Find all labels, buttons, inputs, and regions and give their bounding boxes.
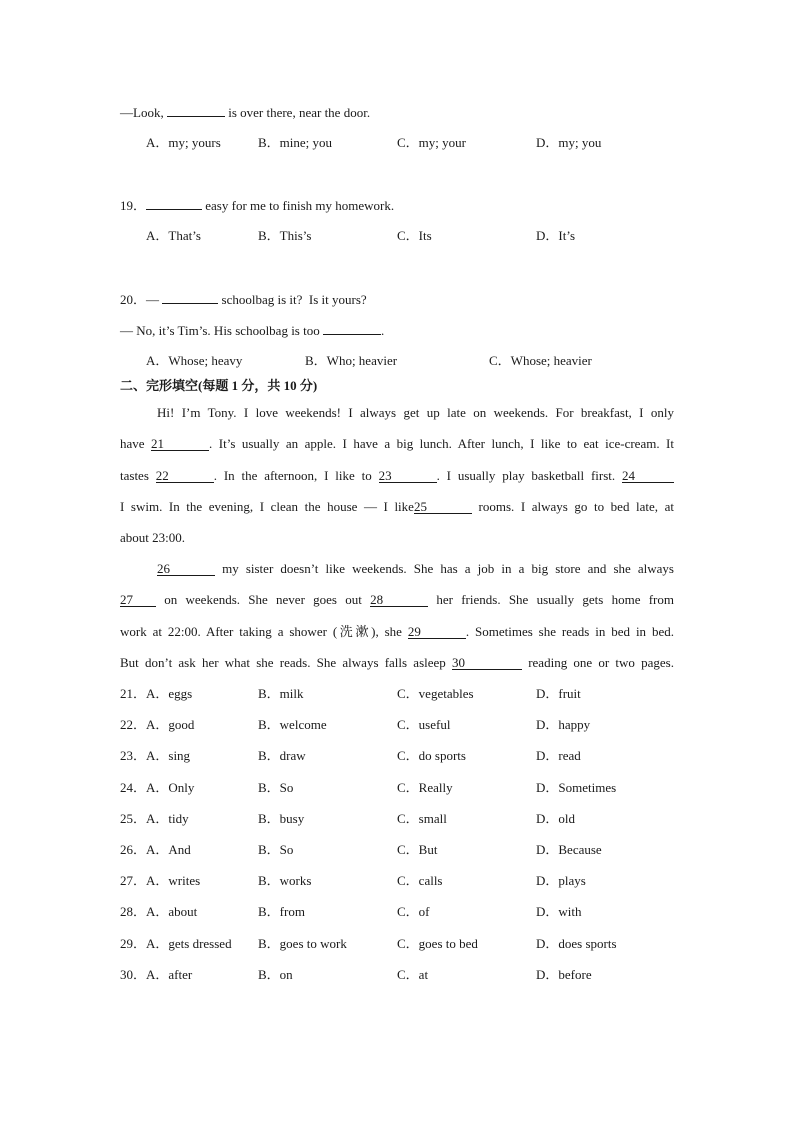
choice-option-c: C．of (397, 904, 430, 919)
choice-option-c: C．useful (397, 717, 451, 732)
passage-p2-line1: 26 my sister doesn’t like weekends. She has a job in a big store and she always (157, 561, 674, 576)
choice-option-b: B．busy (258, 811, 305, 826)
q18-option-a: A．my; yours (146, 135, 221, 150)
choice-option-c: C．goes to bed (397, 936, 478, 951)
choice-option-a: A．And (146, 842, 191, 857)
choice-option-b: B．milk (258, 686, 304, 701)
choice-option-d: D．plays (536, 873, 586, 888)
blank-27: 27 (120, 593, 156, 607)
choice-option-a: A．after (146, 967, 193, 982)
passage-p2-line2: 27 on weekends. She never goes out 28 her friends. She usually gets home from (120, 592, 674, 607)
choice-number: 24． (120, 780, 147, 795)
choice-option-d: D．with (536, 904, 582, 919)
blank-21: 21 (151, 437, 209, 451)
choice-option-d: D．fruit (536, 686, 581, 701)
choice-number: 27． (120, 873, 147, 888)
passage-p1-line5: about 23:00. (120, 530, 185, 545)
blank-25: 25 (414, 500, 472, 514)
passage-p2-line3: work at 22:00. After taking a shower (洗漱), she 29 . Sometimes she reads in bed in bed. (120, 624, 674, 639)
blank-30: 30 (452, 656, 522, 670)
choice-number: 26． (120, 842, 147, 857)
q18-option-b: B．mine; you (258, 135, 333, 150)
q20-stem-line1: 20．— schoolbag is it? Is it yours? (120, 292, 367, 307)
choice-option-b: B．welcome (258, 717, 327, 732)
choice-number: 30． (120, 967, 147, 982)
choice-option-d: D．read (536, 748, 581, 763)
choice-option-b: B．So (258, 842, 294, 857)
section-heading: 二、完形填空(每题 1 分，共 10 分) (120, 378, 318, 393)
choice-option-a: A．Only (146, 780, 195, 795)
choice-option-b: B．draw (258, 748, 306, 763)
q18-stem: —Look, is over there, near the door. (120, 105, 371, 120)
choice-option-c: C．Really (397, 780, 453, 795)
q19-option-b: B．This’s (258, 228, 312, 243)
choice-option-c: C．But (397, 842, 438, 857)
passage-p1-line4: I swim. In the evening, I clean the house — I like25 rooms. I always go to bed late, at (120, 499, 674, 514)
choice-option-d: D．does sports (536, 936, 617, 951)
q19-stem: 19． easy for me to finish my homework. (120, 198, 395, 213)
choice-option-d: D．old (536, 811, 576, 826)
choice-number: 28． (120, 904, 147, 919)
blank-24: 24 (622, 469, 674, 483)
q20-option-c: C．Whose; heavier (489, 353, 592, 368)
choice-option-b: B．goes to work (258, 936, 347, 951)
choice-option-b: B．on (258, 967, 293, 982)
choice-option-a: A．sing (146, 748, 191, 763)
q18-blank (167, 104, 225, 117)
blank-23: 23 (379, 469, 437, 483)
passage-p1-line3: tastes 22 . In the afternoon, I like to 23 . I usually play basketball first. 24 (120, 468, 674, 484)
passage-p1-line2: have 21 . It’s usually an apple. I have a big lunch. After lunch, I like to eat ice-cream. It (120, 436, 674, 451)
choice-number: 23． (120, 748, 147, 763)
choice-option-c: C．small (397, 811, 447, 826)
q19-blank (146, 197, 202, 210)
passage-p2-line4: But don’t ask her what she reads. She always falls asleep 30 reading one or two pages. (120, 655, 674, 670)
choice-number: 21． (120, 686, 147, 701)
choice-number: 22． (120, 717, 147, 732)
choice-option-d: D．Because (536, 842, 602, 857)
q20-option-a: A．Whose; heavy (146, 353, 243, 368)
q18-option-d: D．my; you (536, 135, 602, 150)
choice-option-b: B．works (258, 873, 312, 888)
choice-option-a: A．gets dressed (146, 936, 232, 951)
choice-option-c: C．do sports (397, 748, 466, 763)
blank-26: 26 (157, 562, 215, 576)
choice-number: 25． (120, 811, 147, 826)
blank-29: 29 (408, 625, 466, 639)
blank-22: 22 (156, 469, 214, 483)
q20-blank-2 (323, 322, 381, 335)
choice-option-c: C．vegetables (397, 686, 474, 701)
choice-option-d: D．Sometimes (536, 780, 617, 795)
q20-stem-line2: — No, it’s Tim’s. His schoolbag is too . (120, 323, 385, 338)
q19-option-a: A．That’s (146, 228, 201, 243)
choice-option-a: A．about (146, 904, 198, 919)
q19-option-c: C．Its (397, 228, 432, 243)
choice-option-a: A．eggs (146, 686, 193, 701)
choice-option-b: B．from (258, 904, 305, 919)
choice-option-c: C．at (397, 967, 429, 982)
q19-option-d: D．It’s (536, 228, 576, 243)
choice-option-d: D．before (536, 967, 592, 982)
choice-option-a: A．good (146, 717, 195, 732)
choice-option-a: A．writes (146, 873, 201, 888)
q20-blank-1 (162, 291, 218, 304)
choice-option-c: C．calls (397, 873, 443, 888)
q18-option-c: C．my; your (397, 135, 466, 150)
choice-option-b: B．So (258, 780, 294, 795)
choice-option-a: A．tidy (146, 811, 189, 826)
choice-number: 29． (120, 936, 147, 951)
q20-option-b: B．Who; heavier (305, 353, 398, 368)
choice-option-d: D．happy (536, 717, 591, 732)
passage-p1-line1: Hi! I’m Tony. I love weekends! I always get up late on weekends. For breakfast, I only (157, 405, 674, 420)
blank-28: 28 (370, 593, 428, 607)
